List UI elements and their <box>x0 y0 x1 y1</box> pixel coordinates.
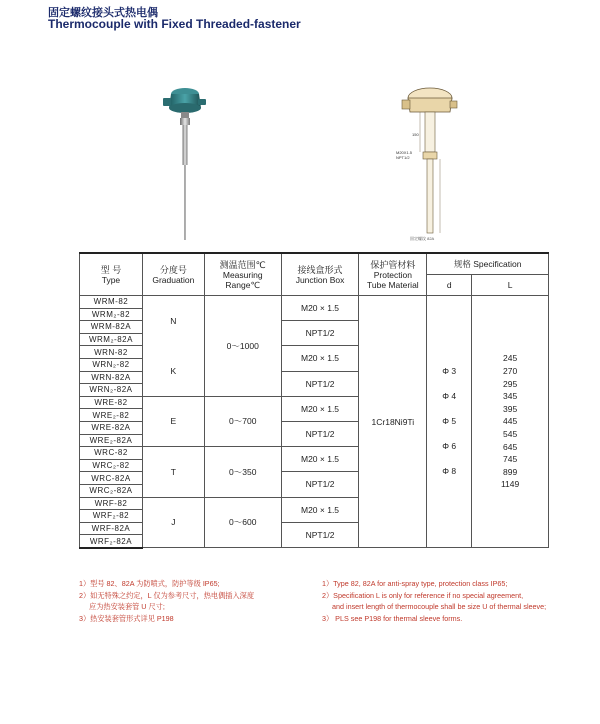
label-npt: NPT1/2 <box>396 155 410 160</box>
note-en-1: 1）Type 82, 82A for anti-spray type, protection class IP65; <box>322 579 508 588</box>
graduation-cell: K <box>142 346 204 396</box>
note-en-2: 2）Specification L is only for reference if no special agreement, <box>322 590 524 600</box>
note-cn-1: 1）型号 82、82A 为防喷式，防护等级 IP65; <box>79 579 220 588</box>
junction-box-cell: M20 × 1.5 <box>281 497 359 522</box>
junction-box-cell: NPT1/2 <box>281 371 359 396</box>
junction-box-cell: M20 × 1.5 <box>281 396 359 421</box>
type-cell: WRF-82A <box>80 522 143 535</box>
note-cn-2: 2）如无特殊之约定，L 仅为参考尺寸，热电偶插入深度 <box>79 590 255 600</box>
junction-box-cell: NPT1/2 <box>281 522 359 548</box>
material-cell: 1Cr18Ni9Ti <box>359 296 427 548</box>
type-cell: WRN-82A <box>80 371 143 384</box>
type-cell: WRF₂-82 <box>80 510 143 523</box>
header-type: 型 号 Type <box>80 253 143 296</box>
header-specification: 规格 Specification <box>427 253 549 275</box>
graduation-cell: N <box>142 296 204 346</box>
type-cell: WRF₂-82A <box>80 535 143 548</box>
junction-box-cell: M20 × 1.5 <box>281 296 359 321</box>
junction-box-cell: NPT1/2 <box>281 472 359 497</box>
type-cell: WRM-82A <box>80 321 143 334</box>
type-cell: WRC₂-82A <box>80 484 143 497</box>
header-material: 保护管材料 Protection Tube Material <box>359 253 427 296</box>
range-cell: 0～700 <box>204 396 281 446</box>
type-cell: WRM₂-82A <box>80 333 143 346</box>
page-title-cn: 固定螺纹接头式热电偶 <box>48 7 158 19</box>
note-cn-2-cont: 应为热安装套管 U 尺寸; <box>89 602 165 611</box>
type-cell: WRE₂-82 <box>80 409 143 422</box>
junction-box-cell: NPT1/2 <box>281 321 359 346</box>
type-cell: WRM₂-82 <box>80 308 143 321</box>
type-cell: WRN₂-82 <box>80 358 143 371</box>
graduation-cell: E <box>142 396 204 446</box>
type-cell: WRN₂-82A <box>80 384 143 397</box>
header-graduation: 分度号 Graduation <box>142 253 204 296</box>
note-cn-3: 3）热安装套管形式详见 P198 <box>79 613 174 623</box>
header-range: 测温范围℃ Measuring Range℃ <box>204 253 281 296</box>
page-title-en: Thermocouple with Fixed Threaded-fastener <box>48 17 301 31</box>
type-cell: WRN-82 <box>80 346 143 359</box>
L-values-cell: 245 270 295 345 395 445 545 645 745 899 1149 <box>472 296 549 548</box>
graduation-cell: J <box>142 497 204 548</box>
label-m20: M20X1.5 <box>396 150 413 155</box>
header-L: L <box>472 275 549 296</box>
junction-box-cell: M20 × 1.5 <box>281 447 359 472</box>
type-cell: WRE-82A <box>80 421 143 434</box>
range-cell: 0～350 <box>204 447 281 497</box>
type-cell: WRE₂-82A <box>80 434 143 447</box>
type-cell: WRM-82 <box>80 296 143 309</box>
junction-box-cell: M20 × 1.5 <box>281 346 359 371</box>
graduation-cell: T <box>142 447 204 497</box>
header-d: d <box>427 275 472 296</box>
d-values-cell: Φ 3 Φ 4 Φ 5 Φ 6 Φ 8 <box>427 296 472 548</box>
specification-table <box>79 252 549 549</box>
header-junction-box: 接线盒形式 Junction Box <box>281 253 359 296</box>
note-en-2-cont: and insert length of thermocouple shall be size U of thermal sleeve; <box>332 602 547 611</box>
range-cell: 0～600 <box>204 497 281 548</box>
type-cell: WRE-82 <box>80 396 143 409</box>
type-cell: WRF-82 <box>80 497 143 510</box>
dimension-150: 150 <box>412 132 419 137</box>
notes-chinese <box>79 578 254 624</box>
note-en-3: 3） PLS see P198 for thermal sleeve forms. <box>322 613 463 623</box>
drawing-caption: 固定螺纹 82A <box>410 236 435 241</box>
dimension-drawing <box>392 80 472 238</box>
type-cell: WRC-82A <box>80 472 143 485</box>
junction-box-cell: NPT1/2 <box>281 421 359 446</box>
thermocouple-photo <box>155 82 225 242</box>
notes-english <box>322 578 546 624</box>
range-cell: 0～1000 <box>204 296 281 397</box>
type-cell: WRC-82 <box>80 447 143 460</box>
type-cell: WRC₂-82 <box>80 459 143 472</box>
